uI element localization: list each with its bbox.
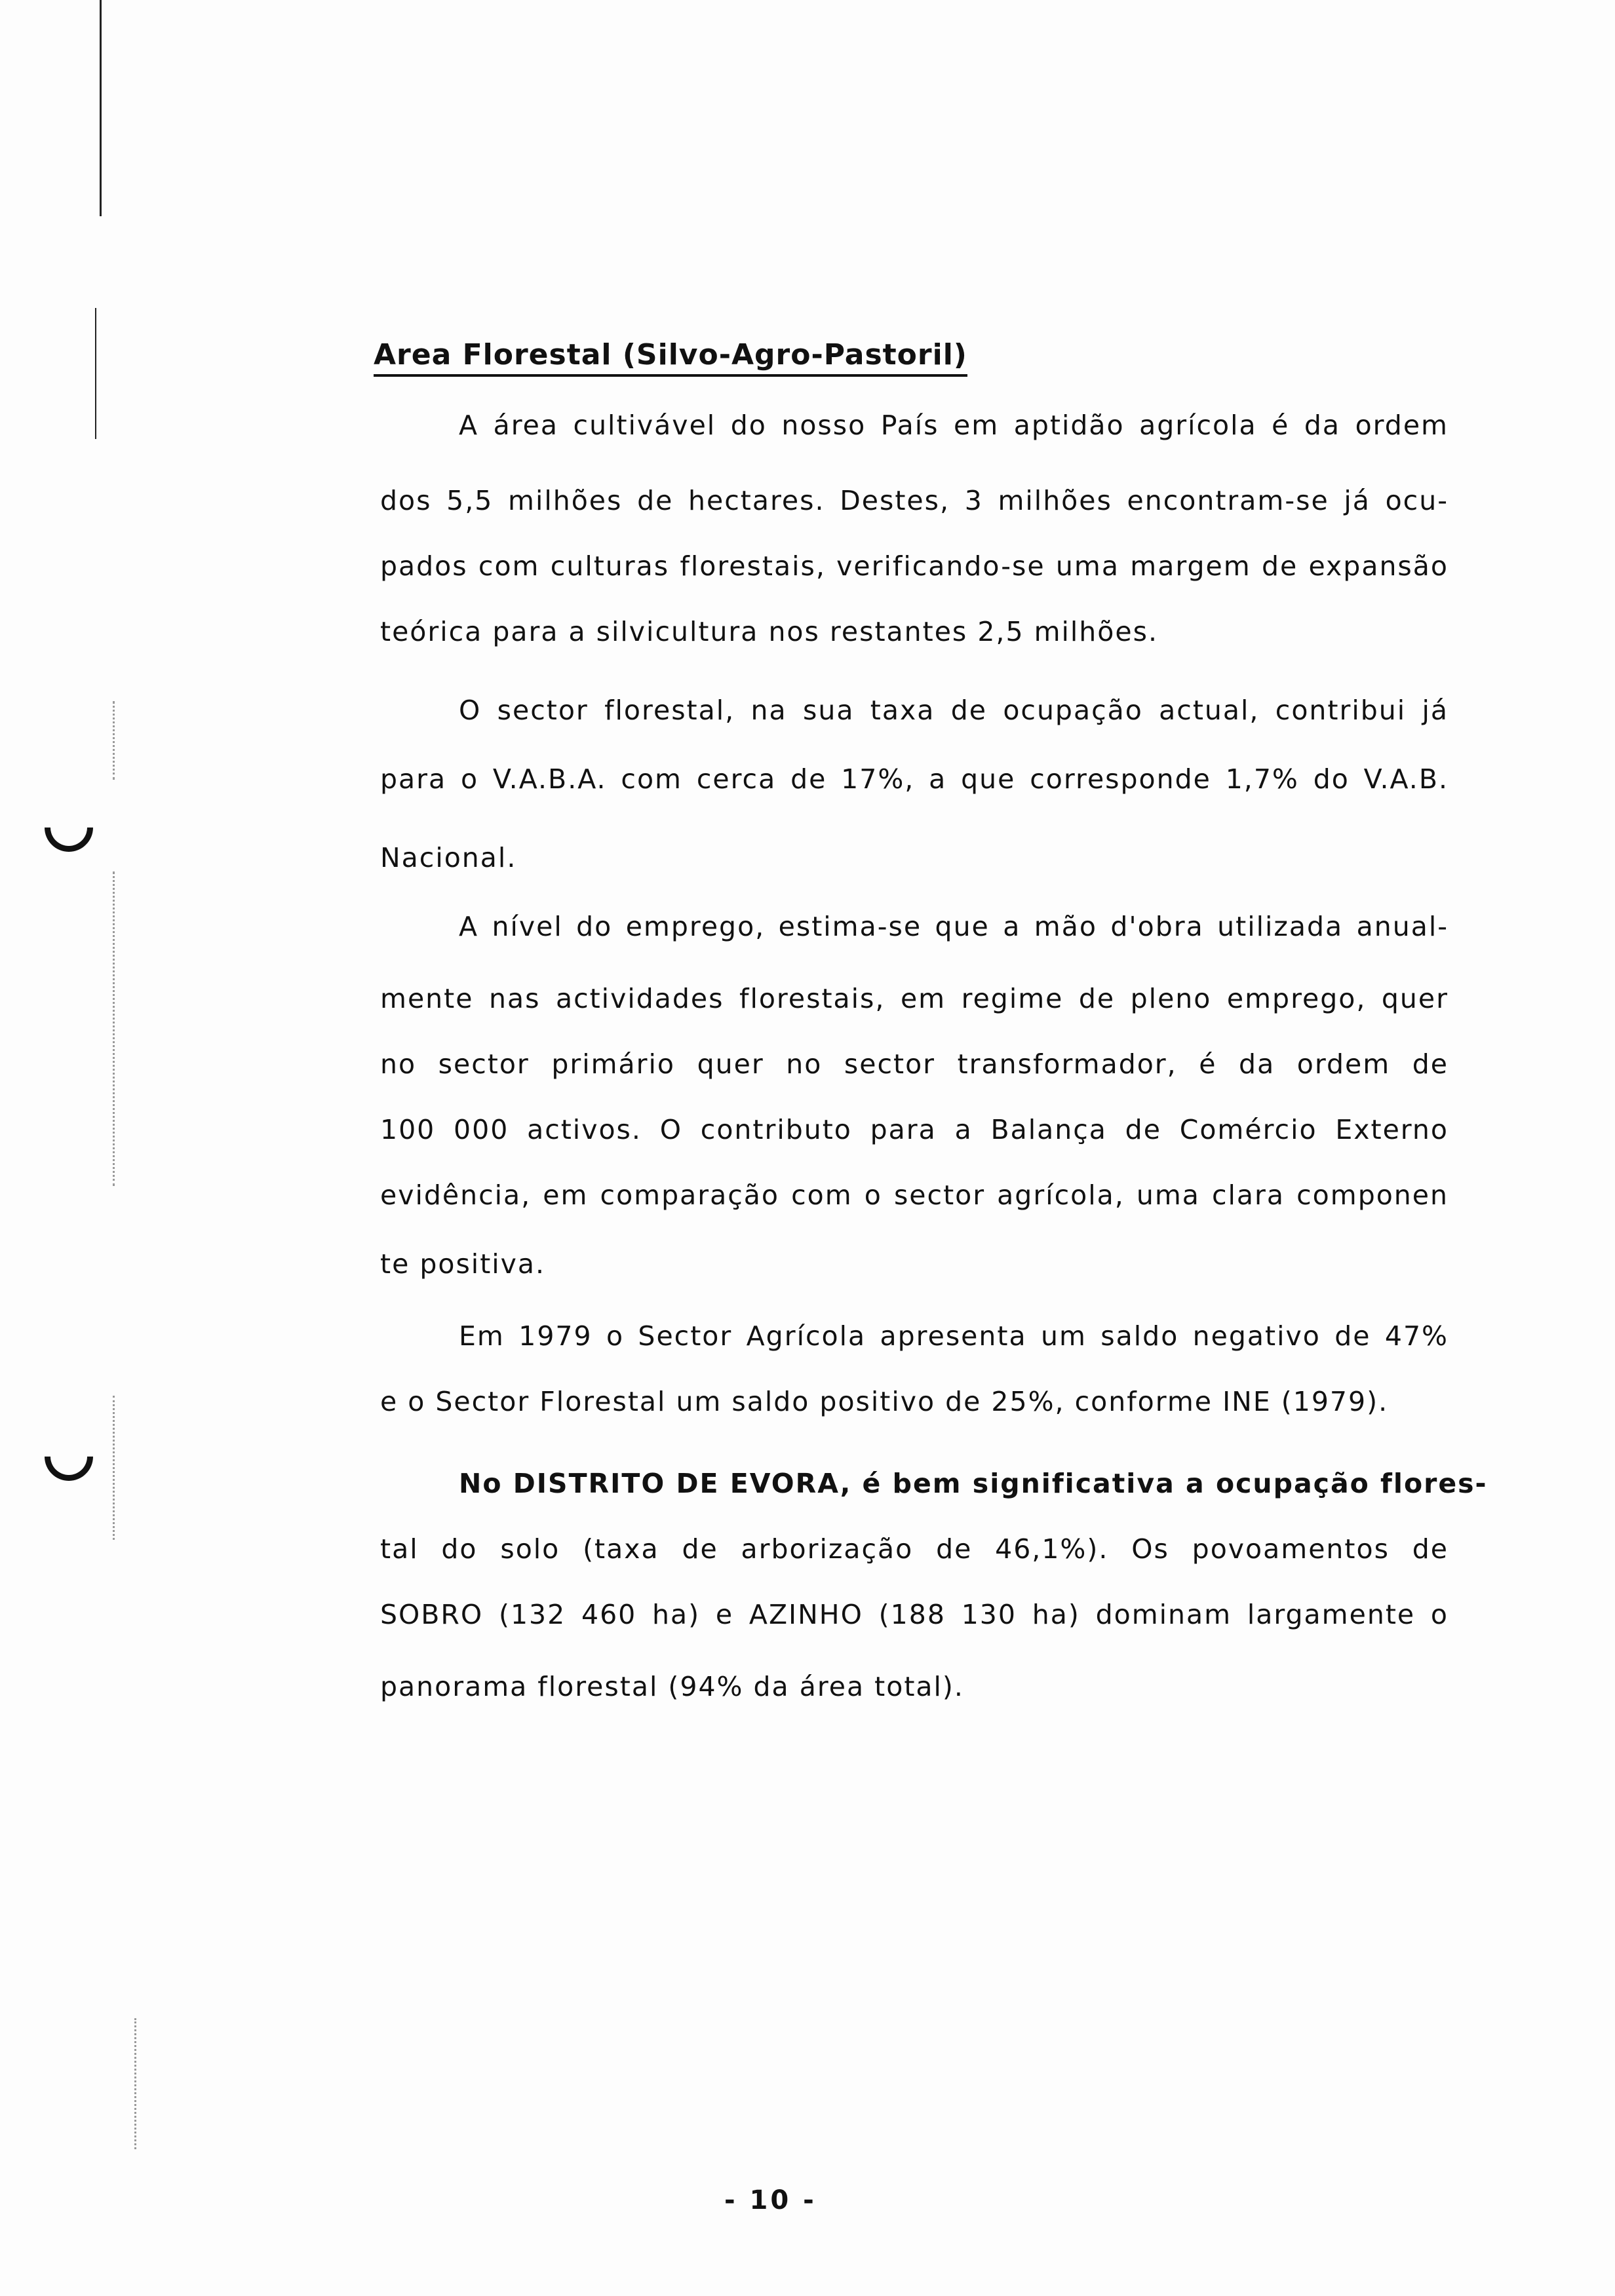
text-line: Nacional. — [380, 842, 517, 873]
margin-dots-2 — [113, 871, 117, 1186]
margin-dots-1 — [113, 701, 117, 780]
text-line: SOBRO (132 460 ha) e AZINHO (188 130 ha) dominam largamente o — [380, 1599, 1449, 1630]
margin-line-middle — [95, 308, 96, 439]
text-line: No DISTRITO DE EVORA, é bem significativa a ocupação flores- — [459, 1468, 1488, 1499]
text-line: mente nas actividades florestais, em regime de pleno emprego, quer — [380, 983, 1449, 1014]
text-line: te positiva. — [380, 1248, 546, 1280]
text-line: panorama florestal (94% da área total). — [380, 1671, 964, 1702]
page-number: - 10 - — [724, 2185, 817, 2215]
text-line: para o V.A.B.A. com cerca de 17%, a que corresponde 1,7% do V.A.B. — [380, 763, 1449, 795]
margin-dots-4 — [134, 2018, 138, 2149]
text-line: e o Sector Florestal um saldo positivo de 25%, conforme INE (1979). — [380, 1386, 1389, 1417]
text-line: no sector primário quer no sector transformador, é da ordem de — [380, 1048, 1449, 1080]
text-line: dos 5,5 milhões de hectares. Destes, 3 milhões encontram-se já ocu- — [380, 485, 1449, 516]
text-line: evidência, em comparação com o sector agrícola, uma clara componen — [380, 1179, 1449, 1211]
punch-hole-mark-lower — [35, 1423, 104, 1491]
text-line: O sector florestal, na sua taxa de ocupação actual, contribui já — [459, 695, 1449, 726]
text-line: teórica para a silvicultura nos restantes 2,5 milhões. — [380, 616, 1158, 647]
text-line: A nível do emprego, estima-se que a mão d'obra utilizada anual- — [459, 911, 1449, 942]
margin-dots-3 — [113, 1396, 117, 1540]
margin-line-top — [100, 0, 102, 216]
section-heading: Area Florestal (Silvo-Agro-Pastoril) — [374, 338, 967, 377]
text-line: A área cultivável do nosso País em aptidão agrícola é da ordem — [459, 410, 1449, 441]
text-line: pados com culturas florestais, verificando-se uma margem de expansão — [380, 550, 1449, 582]
text-line: 100 000 activos. O contributo para a Balança de Comércio Externo — [380, 1114, 1449, 1145]
punch-hole-mark-upper — [35, 794, 104, 862]
text-line: Em 1979 o Sector Agrícola apresenta um saldo negativo de 47% — [459, 1320, 1449, 1352]
text-line: tal do solo (taxa de arborização de 46,1%). Os povoamentos de — [380, 1533, 1449, 1565]
